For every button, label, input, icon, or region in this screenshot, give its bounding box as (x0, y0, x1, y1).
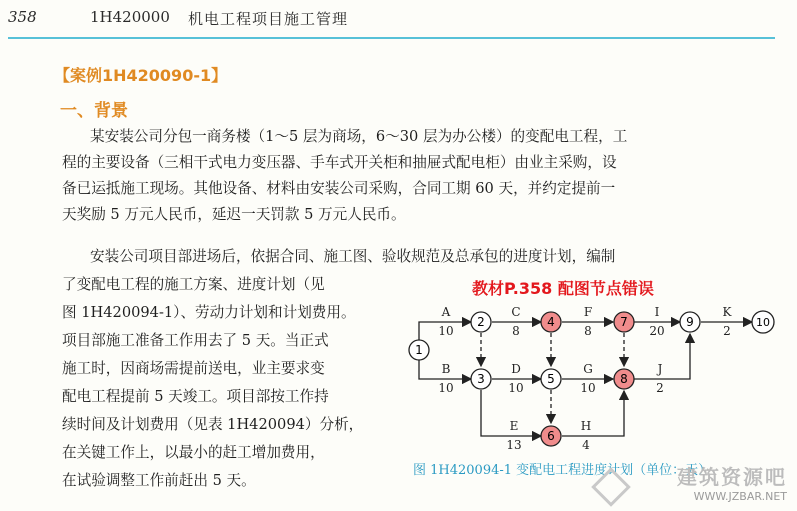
paragraph-2-line-4: 项目部施工准备工作用去了 5 天。当正式 (62, 332, 329, 349)
activity-j-duration: 2 (656, 381, 664, 395)
activity-g-duration: 10 (580, 381, 596, 395)
section-title: 一、背景 (60, 101, 128, 121)
paragraph-1-line-3: 备已运抵施工现场。其他设备、材料由安装公司采购，合同工期 60 天，并约定提前一 (62, 180, 616, 197)
node-5-label: 5 (547, 372, 555, 386)
book-code: 1H420000 (90, 8, 170, 26)
activity-f-name: F (583, 305, 593, 319)
activity-e-duration: 13 (506, 438, 522, 452)
node-3-label: 3 (477, 372, 485, 386)
chapter-title: 机电工程项目施工管理 (188, 10, 349, 28)
node-2-label: 2 (477, 315, 485, 329)
activity-a-name: A (441, 305, 451, 319)
paragraph-2-line-6: 配电工程提前 5 天竣工。项目部按工作持 (62, 388, 329, 405)
header-rule (8, 37, 775, 39)
watermark-url: WWW.JZBAR.NET (693, 490, 787, 503)
paragraph-2-line-8: 在关键工作上，以最小的赶工增加费用， (62, 444, 325, 461)
arrow-h (562, 391, 624, 436)
activity-c-name: C (511, 305, 521, 319)
paragraph-1-line-2: 程的主要设备（三相干式电力变压器、手车式开关柜和抽屉式配电柜）由业主采购，设 (62, 154, 617, 171)
activity-g-name: G (583, 362, 593, 376)
activity-k-name: K (722, 305, 732, 319)
error-note: 教材P.358 配图节点错误 (472, 279, 654, 298)
paragraph-2-line-9: 在试验调整工作前赶出 5 天。 (62, 472, 256, 489)
case-title: 【案例1H420090-1】 (54, 66, 228, 85)
node-6-label: 6 (547, 429, 555, 443)
node-7-label: 7 (620, 315, 628, 329)
network-diagram (400, 298, 785, 458)
watermark-name: 建筑资源吧 (677, 465, 787, 489)
node-9-label: 9 (686, 315, 694, 329)
activity-h-name: H (580, 419, 592, 433)
activity-j-name: J (657, 362, 663, 376)
figure-caption: 图 1H420094-1 变配电工程进度计划（单位：天） (413, 463, 712, 478)
paragraph-2-line-1: 安装公司项目部进场后，依据合同、施工图、验收规范及总承包的进度计划，编制 (90, 248, 616, 265)
activity-k-duration: 2 (723, 324, 731, 338)
activity-e-name: E (509, 419, 519, 433)
activity-i-name: I (654, 305, 660, 319)
paragraph-1-line-4: 天奖励 5 万元人民币，延迟一天罚款 5 万元人民币。 (62, 206, 406, 223)
activity-c-duration: 8 (512, 324, 520, 338)
paragraph-2-line-5: 施工时，因商场需提前送电，业主要求变 (62, 360, 325, 377)
node-10-label: 10 (756, 316, 770, 329)
node-1-label: 1 (415, 343, 423, 357)
node-4-label: 4 (547, 315, 555, 329)
watermark (677, 461, 787, 503)
activity-h-duration: 4 (582, 438, 590, 452)
activity-b-name: B (441, 362, 451, 376)
activity-d-duration: 10 (508, 381, 524, 395)
paragraph-2-line-3: 图 1H420094-1）、劳动力计划和计划费用。 (62, 304, 356, 321)
node-8-label: 8 (620, 372, 628, 386)
paragraph-2-line-7: 续时间及计划费用（见表 1H420094）分析， (62, 416, 364, 433)
activity-a-duration: 10 (438, 324, 454, 338)
paragraph-2-line-2: 了变配电工程的施工方案、进度计划（见 (62, 276, 325, 293)
activity-i-duration: 20 (649, 324, 665, 338)
page-number: 358 (8, 8, 37, 26)
activity-b-duration: 10 (438, 381, 454, 395)
paragraph-1-line-1: 某安装公司分包一商务楼（1～5 层为商场，6～30 层为办公楼）的变配电工程，工 (90, 128, 628, 145)
activity-f-duration: 8 (584, 324, 592, 338)
activity-d-name: D (511, 362, 521, 376)
